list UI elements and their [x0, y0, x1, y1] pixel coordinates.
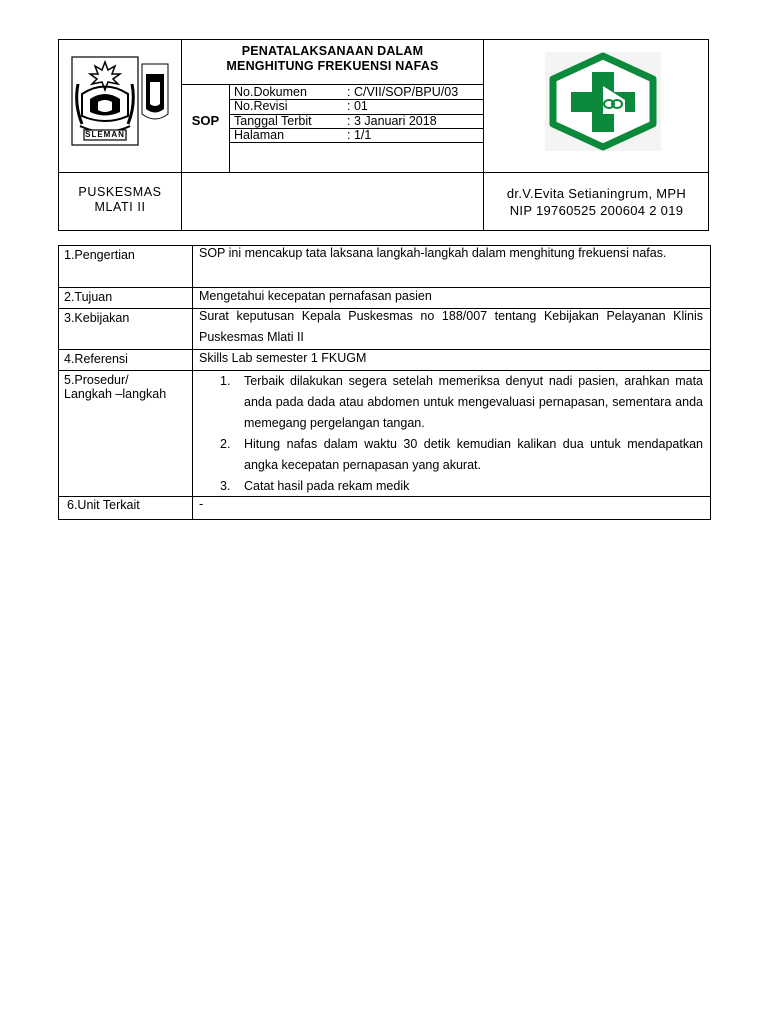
- title-line: MENGHITUNG FREKUENSI NAFAS: [226, 59, 439, 73]
- meta-value: : 01: [347, 99, 368, 113]
- step-text: Catat hasil pada rekam medik: [244, 479, 410, 493]
- signer-block: [484, 185, 709, 219]
- row-text-pengertian: SOP ini mencakup tata laksana langkah-langkah dalam menghitung frekuensi nafas.: [199, 246, 667, 260]
- step-text: Terbaik dilakukan segera setelah memeriksa denyut nadi pasien, arahkan mata anda pada dada atau abdomen untuk mengevaluasi pernapasan, sementara anda memegang pergelangan tangan.: [244, 374, 703, 430]
- meta-divider: [230, 114, 483, 115]
- sop-label: SOP: [191, 113, 220, 128]
- meta-divider: [230, 99, 483, 100]
- row-label-prosedur: [64, 373, 166, 401]
- meta-key: No.Dokumen: [234, 85, 307, 99]
- procedure-steps: [220, 371, 703, 497]
- meta-value: : 1/1: [347, 128, 372, 142]
- org-line: MLATI II: [94, 200, 146, 214]
- row-label-unit-terkait: 6.Unit Terkait: [67, 498, 140, 512]
- label-line: 5.Prosedur/: [64, 373, 129, 387]
- row-label-tujuan: 2.Tujuan: [64, 290, 113, 304]
- step-text: Hitung nafas dalam waktu 30 detik kemudian kalikan dua untuk mendapatkan angka kecepatan pernapasan yang akurat.: [244, 437, 703, 472]
- signer-nip: NIP 19760525 200604 2 019: [509, 203, 684, 218]
- row-label-kebijakan: 3.Kebijakan: [64, 311, 130, 325]
- header-divider: [58, 172, 709, 173]
- row-text-tujuan: Mengetahui kecepatan pernafasan pasien: [199, 289, 432, 303]
- meta-key: No.Revisi: [234, 99, 288, 113]
- org-line: PUSKESMAS: [78, 185, 162, 199]
- document-title: [182, 44, 483, 74]
- signer-name: dr.V.Evita Setianingrum, MPH: [506, 186, 687, 201]
- label-line: Langkah –langkah: [64, 387, 167, 401]
- step-number: 2.: [220, 437, 231, 451]
- sleman-seal-logo: [70, 54, 172, 150]
- organization-name: [58, 185, 182, 215]
- step-number: 3.: [220, 479, 231, 493]
- step-number: 1.: [220, 374, 231, 388]
- list-item: [220, 371, 703, 434]
- meta-value: : 3 Januari 2018: [347, 114, 437, 128]
- meta-divider: [230, 142, 483, 143]
- meta-key: Tanggal Terbit: [234, 114, 312, 128]
- title-line: PENATALAKSANAAN DALAM: [241, 44, 424, 58]
- row-label-referensi: 4.Referensi: [64, 352, 128, 366]
- meta-key: Halaman: [234, 128, 285, 142]
- puskesmas-logo: [545, 52, 661, 151]
- list-item: [220, 434, 703, 476]
- row-text-referensi: Skills Lab semester 1 FKUGM: [199, 351, 367, 365]
- seal-text: SLEMAN: [85, 130, 125, 139]
- meta-divider: [230, 128, 483, 129]
- row-text-kebijakan: Surat keputusan Kepala Puskesmas no 188/007 tentang Kebijakan Pelayanan Klinis Puskesmas Mlati II: [199, 309, 703, 344]
- meta-value: : C/VII/SOP/BPU/03: [347, 85, 459, 99]
- row-text-unit-terkait: -: [199, 497, 204, 511]
- row-label-pengertian: 1.Pengertian: [64, 248, 135, 262]
